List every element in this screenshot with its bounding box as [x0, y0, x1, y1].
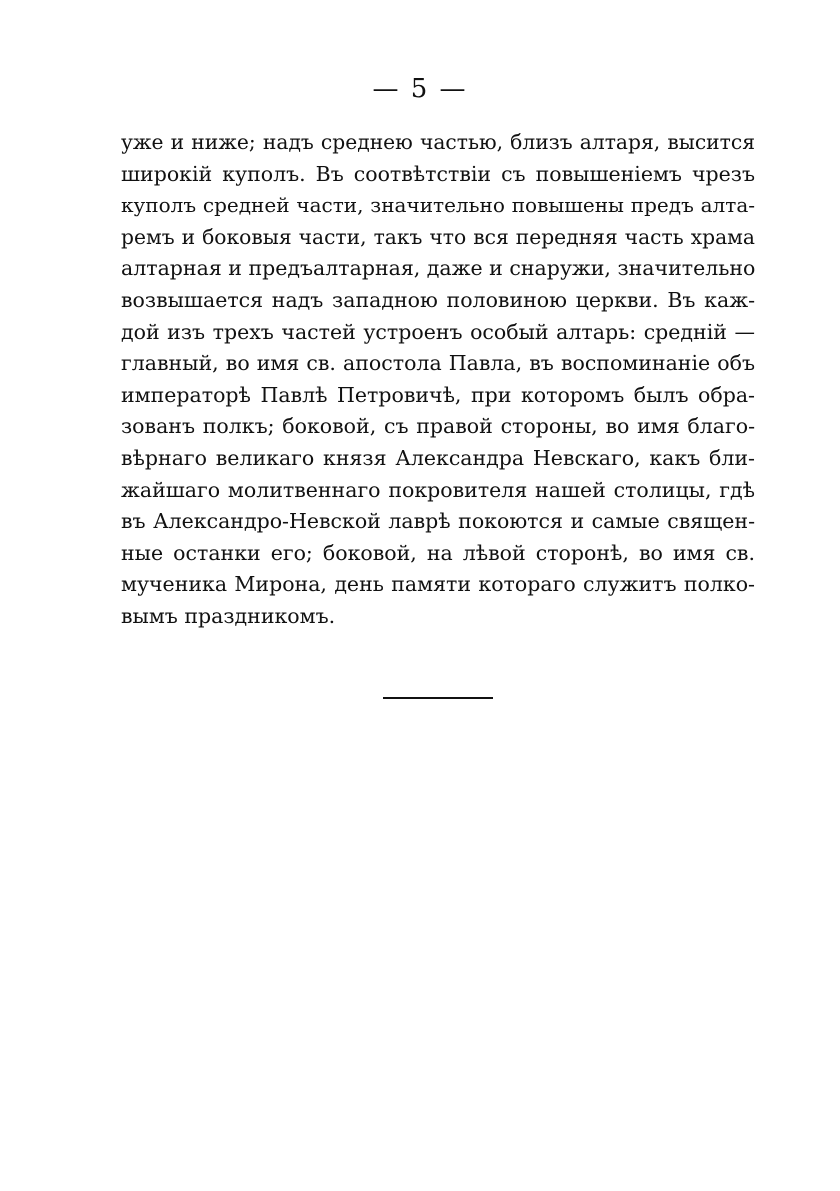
text-line: ремъ и боковыя части, такъ что вся передняя часть храма — [121, 224, 755, 249]
text-line: въ Александро-Невской лаврѣ покоются и самые священ- — [121, 509, 755, 534]
text-line: уже и ниже; надъ среднею частью, близъ алтаря, высится — [121, 130, 755, 154]
text-line: дой изъ трехъ частей устроенъ особый алтарь: средній — — [121, 319, 755, 344]
text-line: вымъ праздникомъ. — [121, 603, 336, 628]
body-paragraph — [121, 127, 755, 633]
text-line: куполъ средней части, значительно повышены предъ алта- — [121, 193, 755, 218]
section-end-rule — [383, 697, 493, 699]
text-line: мученика Мирона, день памяти котораго служитъ полко- — [121, 572, 755, 597]
text-line: главный, во имя св. апостола Павла, въ воспоминаніе объ — [121, 351, 755, 376]
text-line: широкій куполъ. Въ соотвѣтствіи съ повышеніемъ чрезъ — [121, 161, 755, 186]
text-line: ные останки его; боковой, на лѣвой сторонѣ, во имя св. — [121, 540, 755, 565]
text-line: возвышается надъ западною половиною церкви. Въ каж- — [121, 287, 755, 312]
page-number: — 5 — — [372, 74, 468, 104]
text-line: жайшаго молитвеннаго покровителя нашей столицы, гдѣ — [121, 477, 755, 502]
text-line: алтарная и предъалтарная, даже и снаружи, значительно — [121, 256, 755, 281]
text-line: императорѣ Павлѣ Петровичѣ, при которомъ былъ обра- — [121, 382, 755, 407]
text-line: вѣрнаго великаго князя Александра Невскаго, какъ бли- — [121, 445, 755, 470]
text-line: зованъ полкъ; боковой, съ правой стороны, во имя благо- — [121, 414, 755, 439]
